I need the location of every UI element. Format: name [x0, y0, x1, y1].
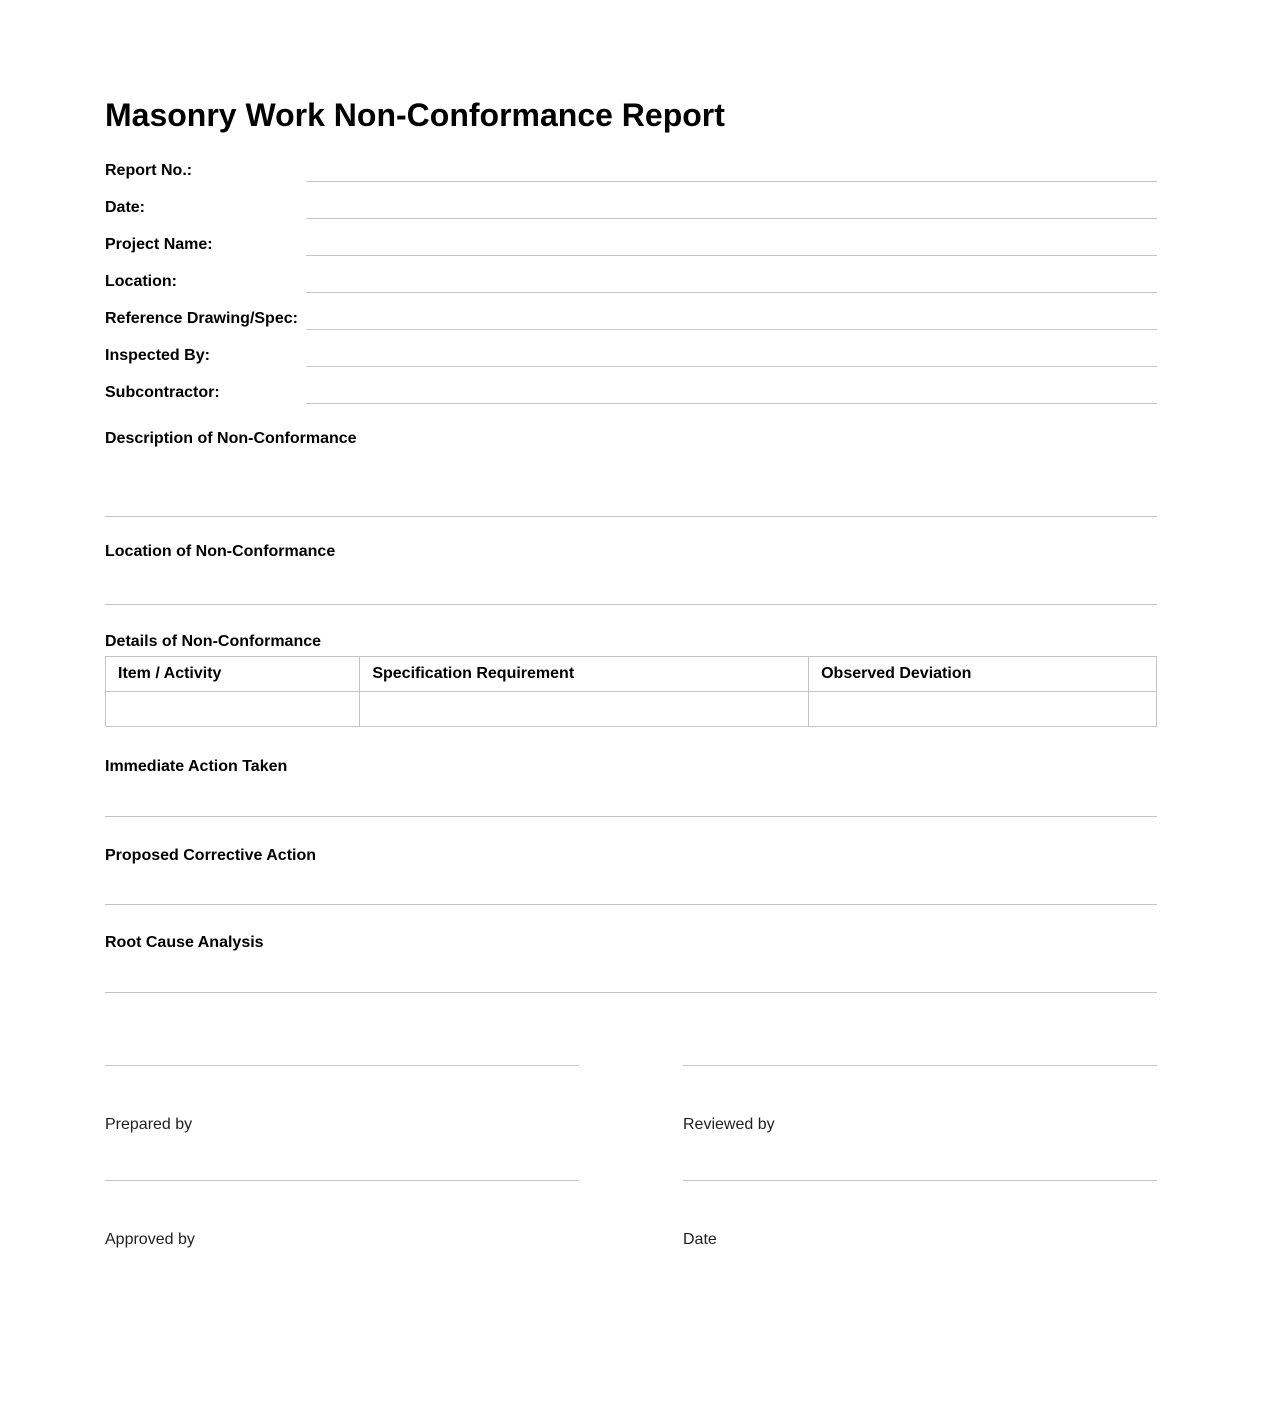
- reviewed-by-label: Reviewed by: [683, 1116, 775, 1133]
- description-heading: Description of Non-Conformance: [105, 430, 357, 447]
- corrective-action-heading: Proposed Corrective Action: [105, 847, 317, 864]
- specification-requirement-cell[interactable]: [360, 692, 809, 727]
- prepared-by-signature-line[interactable]: [105, 1065, 579, 1066]
- immediate-action-input-area[interactable]: [105, 778, 1157, 817]
- observed-deviation-cell[interactable]: [809, 692, 1157, 727]
- column-header-observed-deviation: Observed Deviation: [809, 657, 1157, 692]
- date-label-bottom: Date: [683, 1231, 717, 1248]
- date-signature-line[interactable]: [683, 1180, 1157, 1181]
- reviewed-by-block: [683, 1065, 1157, 1136]
- header-fields: [105, 145, 1157, 404]
- root-cause-input-area[interactable]: [105, 954, 1157, 993]
- location-of-nc-heading: Location of Non-Conformance: [105, 543, 336, 560]
- project-name-input[interactable]: [306, 219, 1157, 256]
- details-heading: Details of Non-Conformance: [105, 633, 322, 650]
- field-row-inspected-by: [105, 330, 1157, 367]
- signature-row-2: [105, 1180, 1157, 1251]
- signature-row-1: [105, 1065, 1157, 1136]
- reference-drawing-label: Reference Drawing/Spec:: [105, 310, 298, 327]
- location-of-nc-input-area[interactable]: [105, 563, 1157, 605]
- date-block: [683, 1180, 1157, 1251]
- section-location-of-nc: [105, 541, 1157, 605]
- field-row-date: [105, 182, 1157, 219]
- section-corrective-action: [105, 845, 1157, 905]
- subcontractor-input[interactable]: [306, 367, 1157, 404]
- item-activity-cell[interactable]: [106, 692, 360, 727]
- details-table: [105, 656, 1157, 727]
- approved-by-label: Approved by: [105, 1231, 195, 1248]
- location-label: Location:: [105, 273, 177, 290]
- section-root-cause: [105, 932, 1157, 993]
- field-row-location: [105, 256, 1157, 293]
- corrective-action-input-area[interactable]: [105, 867, 1157, 905]
- prepared-by-block: [105, 1065, 579, 1136]
- field-row-reference-drawing: [105, 293, 1157, 330]
- details-table-header-row: [106, 657, 1157, 692]
- approved-by-signature-line[interactable]: [105, 1180, 579, 1181]
- root-cause-heading: Root Cause Analysis: [105, 934, 264, 951]
- date-label: Date:: [105, 199, 146, 216]
- page-title: Masonry Work Non-Conformance Report: [105, 97, 725, 133]
- column-header-item-activity: Item / Activity: [106, 657, 360, 692]
- field-row-project-name: [105, 219, 1157, 256]
- section-description: [105, 428, 1157, 517]
- field-row-subcontractor: [105, 367, 1157, 404]
- report-no-input[interactable]: [306, 145, 1157, 182]
- subcontractor-label: Subcontractor:: [105, 384, 220, 401]
- section-details: [105, 631, 1157, 727]
- field-row-report-no: [105, 145, 1157, 182]
- location-input[interactable]: [306, 256, 1157, 293]
- prepared-by-label: Prepared by: [105, 1116, 193, 1133]
- approved-by-block: [105, 1180, 579, 1251]
- inspected-by-label: Inspected By:: [105, 347, 210, 364]
- date-input[interactable]: [306, 182, 1157, 219]
- project-name-label: Project Name:: [105, 236, 213, 253]
- reference-drawing-input[interactable]: [306, 293, 1157, 330]
- report-no-label: Report No.:: [105, 162, 193, 179]
- reviewed-by-signature-line[interactable]: [683, 1065, 1157, 1066]
- inspected-by-input[interactable]: [306, 330, 1157, 367]
- column-header-specification-requirement: Specification Requirement: [360, 657, 809, 692]
- section-immediate-action: [105, 756, 1157, 817]
- details-table-row: [106, 692, 1157, 727]
- immediate-action-heading: Immediate Action Taken: [105, 758, 288, 775]
- description-input-area[interactable]: [105, 450, 1157, 517]
- report-page: [0, 97, 1263, 1291]
